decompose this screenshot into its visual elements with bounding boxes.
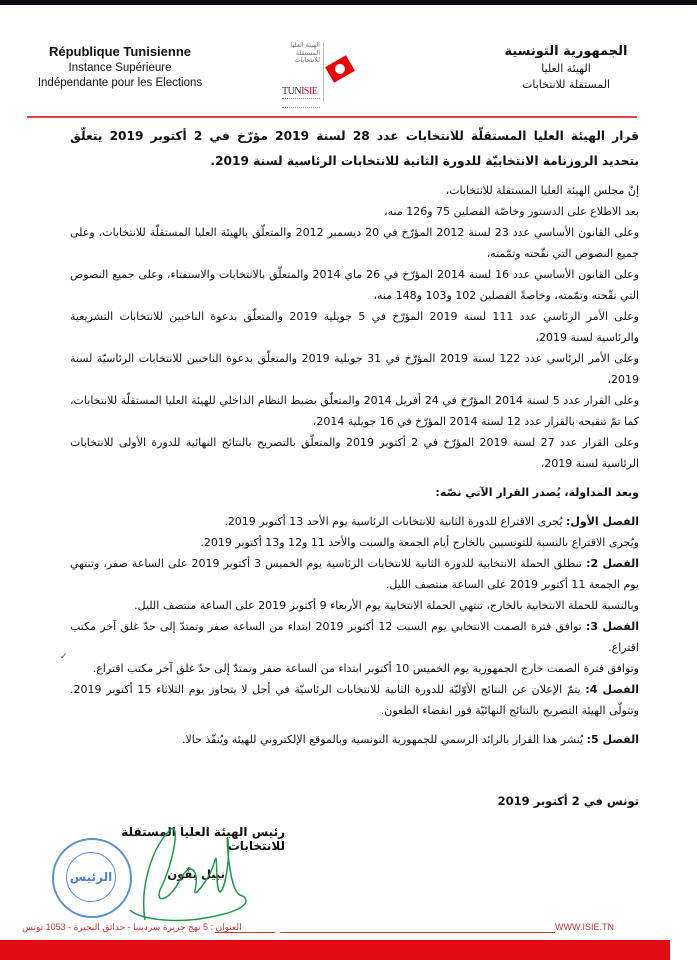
article-text: يُجرى الاقتراع للدورة الثانية للانتخابات الرئاسية يوم الأحد 13 أكتوبر 2019. (224, 515, 566, 528)
preamble-line: وعلى القانون الأساسي عدد 23 لسنة 2012 المؤرّخ في 20 ديسمبر 2012 والمتعلّق بالهيئة العليا المستقلّة للانتخابات، وعلى جميع النصوص التي نقّحته وتمّمته، (70, 226, 639, 260)
logo-arabic-text: الهيئة العليا المستقلة للانتخابات (290, 41, 320, 64)
preamble-line: بعد الاطلاع على الدستور وخاصّة الفصلين 75 و126 منه، (384, 205, 639, 218)
article-label: الفصل 5: (586, 733, 639, 746)
article-text: يتمّ الإعلان عن النتائج الأوّليّة للدورة الثانية للانتخابات الرئاسيّة في أجل لا يتجاوز يوم الثلاثاء 15 أكتوبر 2019. وتتولّى الهيئة التصريح بالنتائج النهائيّة فور انقضاء الطعون. (70, 683, 639, 717)
article-2 (70, 553, 639, 595)
article-text: يُنشر هذا القرار بالرائد الرسمي للجمهورية التونسية وبالموقع الإلكتروني للهيئة ويُنفّذ حالا. (181, 733, 587, 746)
margin-check-mark-icon: ✓ (60, 652, 68, 662)
footer-website-link[interactable]: WWW.ISIE.TN (555, 922, 614, 932)
preamble-line: وعلى القانون الأساسي عدد 16 لسنة 2014 المؤرّخ في 26 ماي 2014 والمتعلّق بالانتخابات والاستفتاء، وعلى جميع النصوص التي نقّحته وتمّمته، وخاصةً الفصلين 102 و103 و148 منه، (70, 268, 639, 302)
stamp-text: الرئيس (66, 852, 116, 902)
signatory-name: نبيل بفّون (167, 867, 225, 881)
logo-divider (323, 42, 324, 102)
preamble-line: وعلى القرار عدد 5 لسنة 2014 المؤرّخ في 24 أفريل 2014 والمتعلّق بضبط النظام الداخلي للهيئة العليا المستقلّة للانتخابات، كما تمّ تنقيحه بالقرار عدد 12 لسنة 2014 المؤرّخ في 16 جويلية 2014، (70, 394, 640, 428)
footer-red-bar (0, 940, 670, 960)
scan-top-edge (0, 0, 697, 5)
footer-rule-left (215, 932, 275, 933)
article-text: تنطلق الحملة الانتخابية للدورة الثانية للانتخابات الرئاسية يوم الخميس 3 أكتوبر 2019 على الساعة صفر، وتنتهي يوم الجمعة 11 أكتوبر 2019 على الساعة منتصف الليل. (70, 557, 639, 591)
deliberation-line: وبعد المداولة، يُصدر القرار الآتي نصّه: (435, 486, 639, 499)
article-text: وبالنسبة للحملة الانتخابية بالخارج، تنتهي الحملة الانتخابية يوم الأربعاء 9 أكتوبر 2019 على الساعة منتصف الليل. (134, 599, 639, 612)
header-ar-instance: الهيئة العليا (541, 62, 591, 75)
preamble-line: وعلى القرار عدد 27 لسنة 2019 المؤرّخ في 2 أكتوبر 2019 والمتعلّق بالتصريح بالنتائج النهائية للدورة الأولى للانتخابات الرئاسية لسنة 2019، (70, 436, 640, 470)
article-5 (70, 729, 639, 750)
preamble-line: وعلى الأمر الرئاسي عدد 111 لسنة 2019 المؤرّخ في 5 جويلية 2019 والمتعلّق بدعوة الناخبين للانتخابات التشريعية والرئاسية لسنة 2019، (70, 310, 639, 344)
footer-rule (280, 932, 555, 933)
logo-mark (282, 86, 317, 97)
article-2-abroad (70, 595, 639, 616)
header-french (20, 44, 220, 89)
header-fr-instance-2: Indépendante pour les Elections (37, 77, 203, 89)
article-1 (70, 511, 639, 532)
article-4 (70, 679, 639, 721)
tunisian-flag-icon (325, 55, 355, 83)
decision-title: قرار الهيئة العليا المستقلّة للانتخابات عدد 28 لسنة 2019 مؤرّخ في 2 أكتوبر 2019 يتعلّق بتحديد الروزنامة الانتخابيّة للدورة الثانية للانتخابات الرئاسية لسنة 2019. (70, 129, 639, 168)
article-3 (70, 616, 639, 658)
handwritten-signature (100, 820, 260, 930)
article-text: ويُجرى الاقتراع بالنسبة للتونسيين بالخارج أيام الجمعة والسبت والأحد 11 و12 و13 أكتوبر 2019. (200, 536, 639, 549)
article-label: الفصل 2: (586, 557, 640, 570)
logo-mark-isie: ISIE (301, 86, 318, 97)
isie-logo (282, 42, 362, 102)
article-text: وتوافق فترة الصمت خارج الجمهورية يوم الخميس 10 أكتوبر ابتداء من الساعة صفر وتمتدّ إلى حدّ غلق آخر مكتب اقتراع. (92, 662, 639, 675)
logo-subtitle (282, 98, 320, 108)
header-ar-country: الجمهورية التونسية (504, 44, 628, 59)
header-fr-country: République Tunisienne (48, 44, 192, 59)
article-1-abroad (70, 532, 639, 553)
header-fr-instance: Instance Supérieure (68, 62, 172, 74)
header-divider (27, 116, 637, 118)
article-label: الفصل الأول: (565, 515, 639, 528)
article-label: الفصل 4: (585, 683, 640, 696)
article-3-abroad (70, 658, 639, 679)
header-ar-instance-2: المستقلة للانتخابات (521, 78, 611, 91)
preamble-line: إنّ مجلس الهيئة العليا المستقلة للانتخابات، (445, 184, 639, 197)
date-line: تونس في 2 أكتوبر 2019 (497, 794, 639, 808)
article-label: الفصل 3: (585, 620, 640, 633)
signatory-role: رئيس الهيئة العليا المستقلة للانتخابات (121, 825, 285, 853)
preamble-line: وعلى الأمر الرئاسي عدد 122 لسنة 2019 المؤرّخ في 31 جويلية 2019 والمتعلّق بدعوة الناخبين للانتخابات الرئاسيّة لسنة 2019، (70, 352, 639, 386)
article-text: توافق فترة الصمت الانتخابي يوم السبت 12 أكتوبر 2019 ابتداء من الساعة صفر وتمتدّ إلى حدّ غلق آخر مكتب اقتراع. (70, 620, 639, 654)
footer-address: العنوان : 5 نهج جزيرة سردينيا - حدائق البحيرة - 1053 تونس (22, 922, 242, 932)
logo-mark-prefix: TUN (282, 86, 302, 97)
decision-body (70, 180, 639, 750)
header-arabic (491, 44, 641, 91)
